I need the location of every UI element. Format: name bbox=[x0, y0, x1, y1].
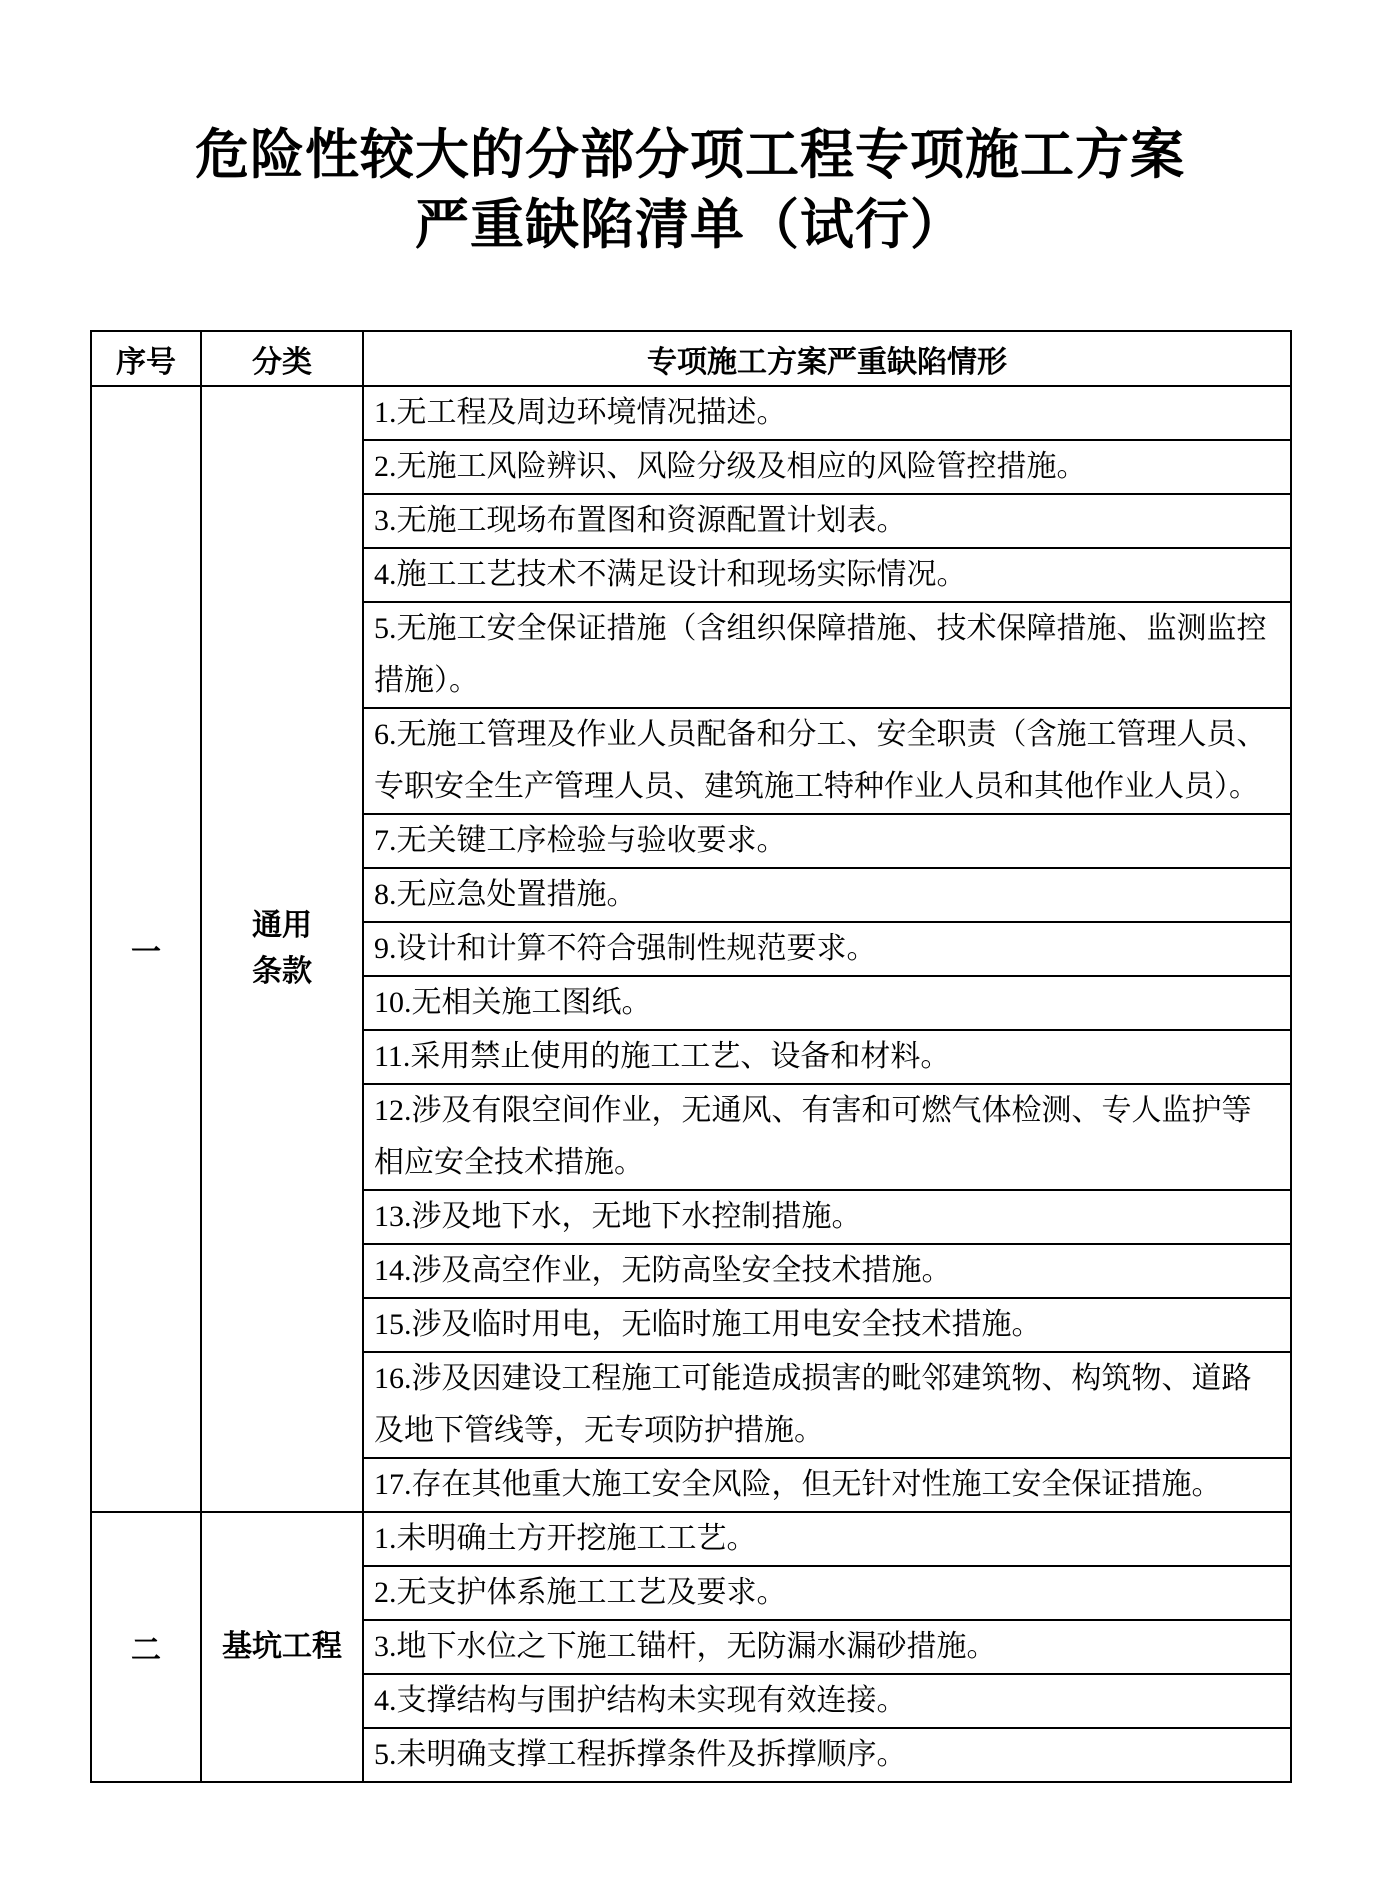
table-header-row bbox=[91, 331, 1291, 386]
defect-item: 3.地下水位之下施工锚杆，无防漏水漏砂措施。 bbox=[363, 1620, 1291, 1674]
defect-item: 13.涉及地下水，无地下水控制措施。 bbox=[363, 1190, 1291, 1244]
defect-item: 4.施工工艺技术不满足设计和现场实际情况。 bbox=[363, 548, 1291, 602]
defect-item: 10.无相关施工图纸。 bbox=[363, 976, 1291, 1030]
section-2-category-cell bbox=[201, 1512, 363, 1782]
section-1-category-cell bbox=[201, 386, 363, 1512]
section-2-category-line-1: 基坑工程 bbox=[222, 1630, 342, 1663]
defect-item: 17.存在其他重大施工安全风险，但无针对性施工安全保证措施。 bbox=[363, 1458, 1291, 1512]
defect-item: 11.采用禁止使用的施工工艺、设备和材料。 bbox=[363, 1030, 1291, 1084]
table-row bbox=[91, 1512, 1291, 1566]
defect-item: 3.无施工现场布置图和资源配置计划表。 bbox=[363, 494, 1291, 548]
section-1-index: 一 bbox=[91, 386, 201, 1512]
defect-item: 9.设计和计算不符合强制性规范要求。 bbox=[363, 922, 1291, 976]
defect-item: 7.无关键工序检验与验收要求。 bbox=[363, 814, 1291, 868]
column-header-index: 序号 bbox=[91, 331, 201, 386]
defect-item: 5.无施工安全保证措施（含组织保障措施、技术保障措施、监测监控措施）。 bbox=[363, 602, 1291, 708]
defect-item: 8.无应急处置措施。 bbox=[363, 868, 1291, 922]
section-1-category-line-2: 条款 bbox=[252, 955, 312, 988]
defect-item: 6.无施工管理及作业人员配备和分工、安全职责（含施工管理人员、专职安全生产管理人员、建筑施工特种作业人员和其他作业人员）。 bbox=[363, 708, 1291, 814]
defect-table bbox=[90, 330, 1292, 1783]
document-title bbox=[0, 120, 1380, 260]
defect-item: 1.无工程及周边环境情况描述。 bbox=[363, 386, 1291, 440]
section-2-index: 二 bbox=[91, 1512, 201, 1782]
column-header-defect: 专项施工方案严重缺陷情形 bbox=[363, 331, 1291, 386]
document-title-line-2: 严重缺陷清单（试行） bbox=[415, 195, 965, 256]
defect-item: 4.支撑结构与围护结构未实现有效连接。 bbox=[363, 1674, 1291, 1728]
table-row bbox=[91, 386, 1291, 440]
defect-item: 14.涉及高空作业，无防高坠安全技术措施。 bbox=[363, 1244, 1291, 1298]
defect-item: 5.未明确支撑工程拆撑条件及拆撑顺序。 bbox=[363, 1728, 1291, 1782]
defect-item: 2.无支护体系施工工艺及要求。 bbox=[363, 1566, 1291, 1620]
column-header-category: 分类 bbox=[201, 331, 363, 386]
document-title-line-1: 危险性较大的分部分项工程专项施工方案 bbox=[195, 125, 1185, 186]
defect-item: 12.涉及有限空间作业，无通风、有害和可燃气体检测、专人监护等相应安全技术措施。 bbox=[363, 1084, 1291, 1190]
defect-item: 1.未明确土方开挖施工工艺。 bbox=[363, 1512, 1291, 1566]
section-1-category-line-1: 通用 bbox=[252, 909, 312, 942]
defect-item: 15.涉及临时用电，无临时施工用电安全技术措施。 bbox=[363, 1298, 1291, 1352]
defect-item: 2.无施工风险辨识、风险分级及相应的风险管控措施。 bbox=[363, 440, 1291, 494]
defect-item: 16.涉及因建设工程施工可能造成损害的毗邻建筑物、构筑物、道路及地下管线等，无专项防护措施。 bbox=[363, 1352, 1291, 1458]
